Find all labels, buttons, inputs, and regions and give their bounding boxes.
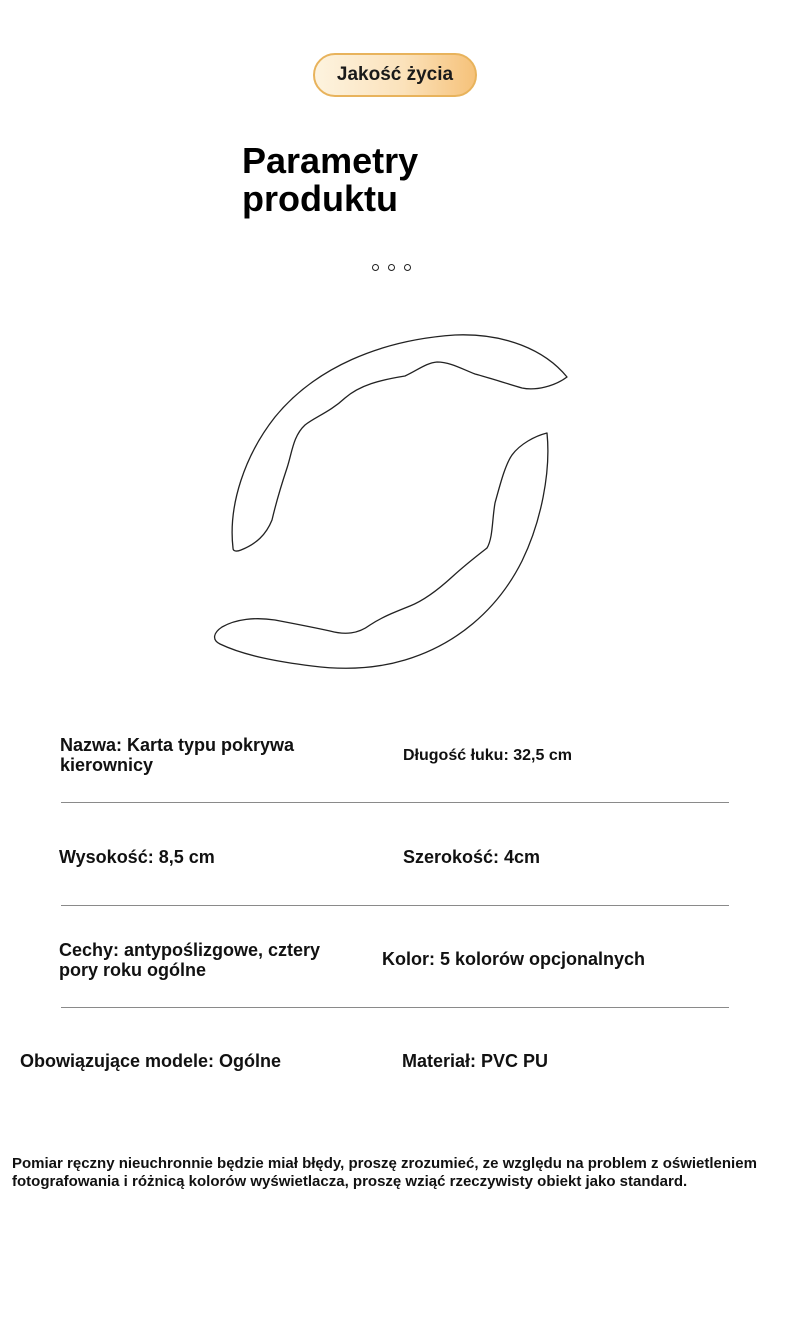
page-title: Parametry produktu — [242, 140, 419, 219]
cover-segment-top — [232, 335, 567, 551]
dot-icon — [388, 264, 395, 271]
spec-material: Materiał: PVC PU — [402, 1051, 549, 1071]
spec-width: Szerokość: 4cm — [403, 847, 541, 867]
quality-badge — [313, 53, 477, 97]
dot-icon — [404, 264, 411, 271]
spec-features: Cechy: antypoślizgowe, cztery pory roku ogólne — [59, 940, 321, 980]
steering-wheel-cover-outline-icon — [200, 320, 580, 680]
dot-icon — [372, 264, 379, 271]
measurement-note: Pomiar ręczny nieuchronnie będzie miał błędy, proszę zrozumieć, ze względu na problem z oświetleniem fotografowania i różnicą kolorów wyświetlacza, proszę wziąć rzeczywisty obiekt jako standard. — [12, 1155, 757, 1190]
row-divider — [61, 905, 729, 906]
cover-segment-bottom — [215, 433, 548, 668]
decorative-dots — [372, 264, 411, 271]
row-divider — [61, 802, 729, 803]
spec-height: Wysokość: 8,5 cm — [59, 847, 215, 867]
spec-color: Kolor: 5 kolorów opcjonalnych — [382, 949, 646, 969]
spec-name: Nazwa: Karta typu pokrywa kierownicy — [60, 735, 295, 775]
spec-models: Obowiązujące modele: Ogólne — [20, 1051, 282, 1071]
quality-badge-label: Jakość życia — [336, 64, 454, 85]
spec-arc-length: Długość łuku: 32,5 cm — [403, 747, 572, 764]
row-divider — [61, 1007, 729, 1008]
